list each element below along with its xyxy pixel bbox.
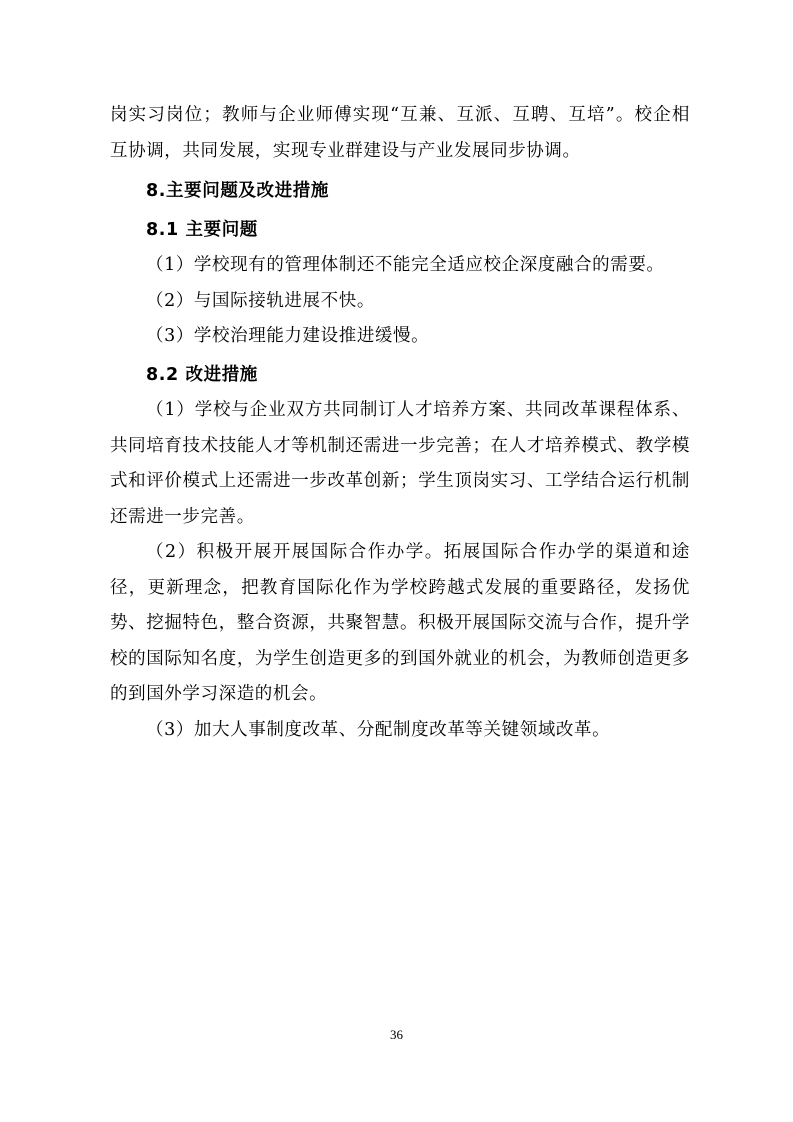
page-number: 36 xyxy=(390,1027,403,1042)
problem-item: （1）学校现有的管理体制还不能完全适应校企深度融合的需要。 xyxy=(146,255,665,275)
problems-list xyxy=(110,248,690,355)
measure-item: （3）加大人事制度改革、分配制度改革等关键领域改革。 xyxy=(146,719,611,740)
measure-item: （1）学校与企业双方共同制订人才培养方案、共同改革课程体系、共同培育技术技能人才等机制还需进一步完善；在人才培养模式、教学模式和评价模式上还需进一步改革创新；学生顶岗实习、工学结合运行机制还需进一步完善。 xyxy=(110,400,690,527)
page-content xyxy=(110,98,690,748)
intro-paragraph: 岗实习岗位；教师与企业师傅实现“互兼、互派、互聘、互培”。校企相互协调，共同发展，实现专业群建设与产业发展同步协调。 xyxy=(110,105,690,161)
problem-item: （3）学校治理能力建设推进缓慢。 xyxy=(146,326,430,346)
measure-item: （2）积极开展开展国际合作办学。拓展国际合作办学的渠道和途径，更新理念，把教育国际化作为学校跨越式发展的重要路径，发扬优势、挖掘特色，整合资源，共聚智慧。积极开展国际交流与合作，提升学校的国际知名度，为学生创造更多的到国外就业的机会，为教师创造更多的到国外学习深造的机会。 xyxy=(110,542,690,704)
subsection-title-problems: 8.1 主要问题 xyxy=(146,219,258,240)
measures-list xyxy=(110,393,690,748)
subsection-title-measures: 8.2 改进措施 xyxy=(146,364,258,385)
problem-item: （2）与国际接轨进展不快。 xyxy=(146,290,375,311)
section-title: 8.主要问题及改进措施 xyxy=(146,181,329,201)
